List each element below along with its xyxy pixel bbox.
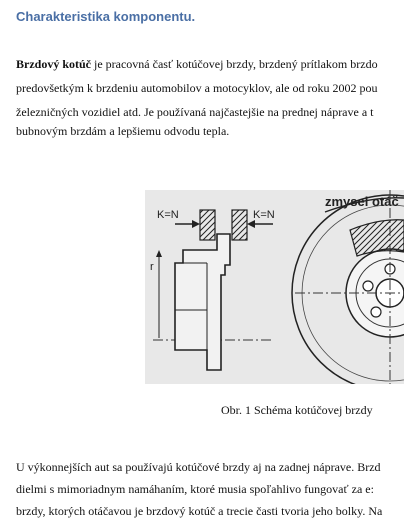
force-label-left: K=N: [157, 209, 179, 221]
radius-label: r: [150, 261, 154, 273]
paragraph-1-line-4: bubnovým brzdám a lepšiemu odvodu tepla.: [16, 124, 230, 138]
paragraph-2-line-3: brzdy, ktorých otáčavou je brzdový kotúč a trecie časti tvoria jeho bolky. Na: [16, 504, 383, 518]
paragraph-1-line-3: železničných vozidiel atd. Je používaná najčastejšie na prednej náprave a t: [16, 105, 374, 119]
brake-disc-schematic: [145, 190, 404, 384]
figure-caption: Obr. 1 Schéma kotúčovej brzdy: [221, 403, 373, 417]
paragraph-1-line-1: [16, 57, 378, 71]
paragraph-2-line-2: dielmi s mimoriadnym namáhaním, ktoré musia spoľahlivo fungovať za e:: [16, 482, 374, 496]
bold-term: Brzdový kotúč: [16, 57, 91, 71]
section-heading: Charakteristika komponentu.: [16, 9, 196, 24]
schematic-drawing: [145, 190, 404, 384]
rotation-direction-label: zmysel otáč: [325, 194, 399, 209]
paragraph-1-line-1-text: je pracovná časť kotúčovej brzdy, brzdený prítlakom brzdo: [91, 57, 378, 71]
paragraph-1-line-2: predovšetkým k brzdeniu automobilov a motocyklov, ale od roku 2002 pou: [16, 81, 378, 95]
brake-pad-right: [232, 210, 247, 240]
brake-pad-left: [200, 210, 215, 240]
force-label-right: K=N: [253, 209, 275, 221]
paragraph-2-line-1: U výkonnejších aut sa používajú kotúčové brzdy aj na zadnej náprave. Brzd: [16, 460, 381, 474]
